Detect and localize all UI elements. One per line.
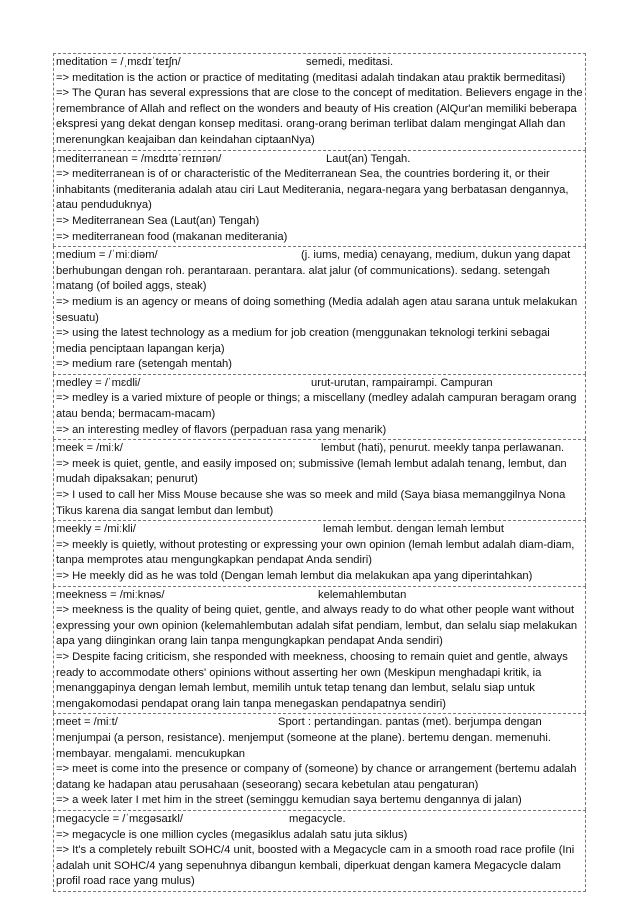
entry-line: => meekness is the quality of being quiet, gentle, and always ready to do what other people want without expressing your own opinion (kelemahlembutan adalah sifat pendiam, lembut, dan selalu siap melakukan apa yang diinginkan orang lain tanpa mengungkapkan pendapat Anda sendiri) (56, 604, 578, 648)
entry-megacycle (53, 810, 586, 892)
entry-line: => He meekly did as he was told (Dengan lemah lembut dia melakukan apa yang diperintahkan) (56, 570, 533, 582)
entry-line: => I used to call her Miss Mouse because she was so meek and mild (Saya biasa memanggilnya Nona Tikus karena dia sangat lembut dan lembut) (56, 489, 566, 517)
entry-line: => meek is quiet, gentle, and easily imposed on; submissive (lemah lembut adalah tenang, lembut, dan mudah dipaksakan; penurut) (56, 457, 567, 486)
entry-head (56, 376, 583, 392)
entry-term: meet = /miːt/ (56, 716, 118, 729)
entry-mediterranean (53, 150, 586, 247)
entry-meditation (53, 53, 586, 150)
entry-line: => using the latest technology as a medium for job creation (menggunakan teknologi terkini sebagai media penciptaan lapangan kerja) (56, 327, 550, 355)
entry-gloss: lemah lembut. dengan lemah lembut (323, 523, 504, 536)
entry-head (56, 441, 583, 457)
entry-gloss: semedi, meditasi. (306, 56, 394, 68)
entry-term: medley = /ˈmɛdli/ (56, 376, 141, 389)
entry-term: meek = /miːk/ (56, 442, 123, 455)
entry-line: => meekly is quietly, without protesting or expressing your own opinion (lemah lembut adalah diam-diam, tanpa memprotes atau mengungkapkan pendapat Anda sendiri) (56, 538, 575, 567)
entry-term: medium = /ˈmiːdiəm/ (56, 249, 158, 262)
entry-line: => medium rare (setengah mentah) (56, 358, 232, 371)
entry-line: => It's a completely rebuilt SOHC/4 unit, boosted with a Megacycle cam in a smooth road race profile (Ini adalah unit SOHC/4 yang sepenuhnya dibangun kembali, diperkuat dengan kamera Megacycle dalam profil road race yang mulus) (56, 844, 575, 888)
entry-term: meekly = /miːkli/ (56, 523, 136, 536)
entry-meet (53, 713, 586, 810)
entry-line: => meditation is the action or practice of meditating (meditasi adalah tindakan atau praktik bermeditasi) (56, 71, 566, 84)
entry-gloss: Laut(an) Tengah. (326, 152, 411, 165)
entry-term: mediterranean = /mɛdɪtəˈreɪnɪən/ (56, 152, 222, 165)
entry-line: => Mediterranean Sea (Laut(an) Tengah) (56, 214, 260, 227)
entry-gloss: lembut (hati), penurut. meekly tanpa perlawanan. (321, 442, 565, 455)
entry-line: => an interesting medley of flavors (perpaduan rasa yang menarik) (56, 423, 387, 436)
entry-head (56, 812, 583, 828)
entry-head (56, 152, 583, 168)
entry-gloss: megacycle. (289, 812, 346, 825)
entry-medium (53, 246, 586, 374)
entry-medley (53, 374, 586, 439)
entry-head (56, 248, 583, 264)
entry-line: => mediterranean is of or characteristic of the Mediterranean Sea, the countries bordering it, or their inhabitants (mediterania adalah atau ciri Laut Mediterania, negara-negara yang berbatasan dengannya, atau penduduknya) (56, 168, 569, 212)
entry-gloss: kelemahlembutan (318, 588, 407, 601)
entry-line: => medium is an agency or means of doing something (Media adalah agen atau sarana untuk melakukan sesuatu) (56, 295, 578, 324)
entry-line: => The Quran has several expressions that are close to the concept of meditation. Believers engage in the remembrance of Allah and reflect on the wonders and beauty of His creation (AlQur'an memiliki beberapa ekspresi yang dekat dengan konsep meditasi. orang-orang beriman terlibat dalam mengingat Allah dan merenungkan keajaiban dan keindahan ciptaanNya) (56, 87, 583, 146)
entry-line: => medley is a varied mixture of people or things; a miscellany (medley adalah campuran beragam orang atau benda; bermacam-macam) (56, 392, 577, 421)
entry-head (56, 588, 583, 604)
entry-term: meekness = /miːknəs/ (56, 588, 165, 601)
entry-line: => a week later I met him in the street (seminggu kemudian saya bertemu dengannya di jalan) (56, 794, 522, 807)
entry-line: => mediterranean food (makanan mediterania) (56, 230, 288, 243)
entry-term: megacycle = /ˈmɛɡəsaɪkl/ (56, 812, 183, 825)
entry-line: menjumpai (a person, resistance). menjemput (someone at the plane). bertemu dengan. memenuhi. membayar. mengalami. mencukupkan (56, 731, 551, 760)
entry-meekly (53, 520, 586, 585)
entry-line: berhubungan dengan roh. perantaraan. perantara. alat jalur (of communications). sedang. setengah matang (of boiled aggs, steak) (56, 264, 550, 293)
entry-head (56, 522, 583, 538)
entry-gloss: Sport : pertandingan. pantas (met). berjumpa dengan (278, 716, 542, 729)
entry-gloss: (j. iums, media) cenayang, medium, dukun yang dapat (301, 249, 571, 262)
entry-head (56, 715, 583, 731)
entry-line: => megacycle is one million cycles (megasiklus adalah satu juta siklus) (56, 828, 408, 841)
entry-gloss: urut-urutan, rampairampi. Campuran (311, 376, 493, 389)
entry-line: => Despite facing criticism, she responded with meekness, choosing to remain quiet and gentle, always ready to accommodate others' opinions without asserting her own (Meskipun menghadapi kritik, ia menanggapinya dengan lemah lembut, memilih untuk tetap tenang dan lembut, selalu siap untuk mengakomodasi pendapat orang lain tanpa menegaskan pendapatnya sendiri) (56, 650, 568, 710)
entry-line: => meet is come into the presence or company of (someone) by chance or arrangement (bertemu adalah datang ke hadapan atau perusahaan (seseorang) secara kebetulan atau pengaturan) (56, 763, 577, 791)
entry-meek (53, 439, 586, 520)
entry-head (56, 55, 583, 71)
entry-meekness (53, 586, 586, 714)
entry-term: meditation = /ˌmɛdɪˈteɪʃn/ (56, 56, 181, 68)
dictionary-page (53, 53, 586, 892)
